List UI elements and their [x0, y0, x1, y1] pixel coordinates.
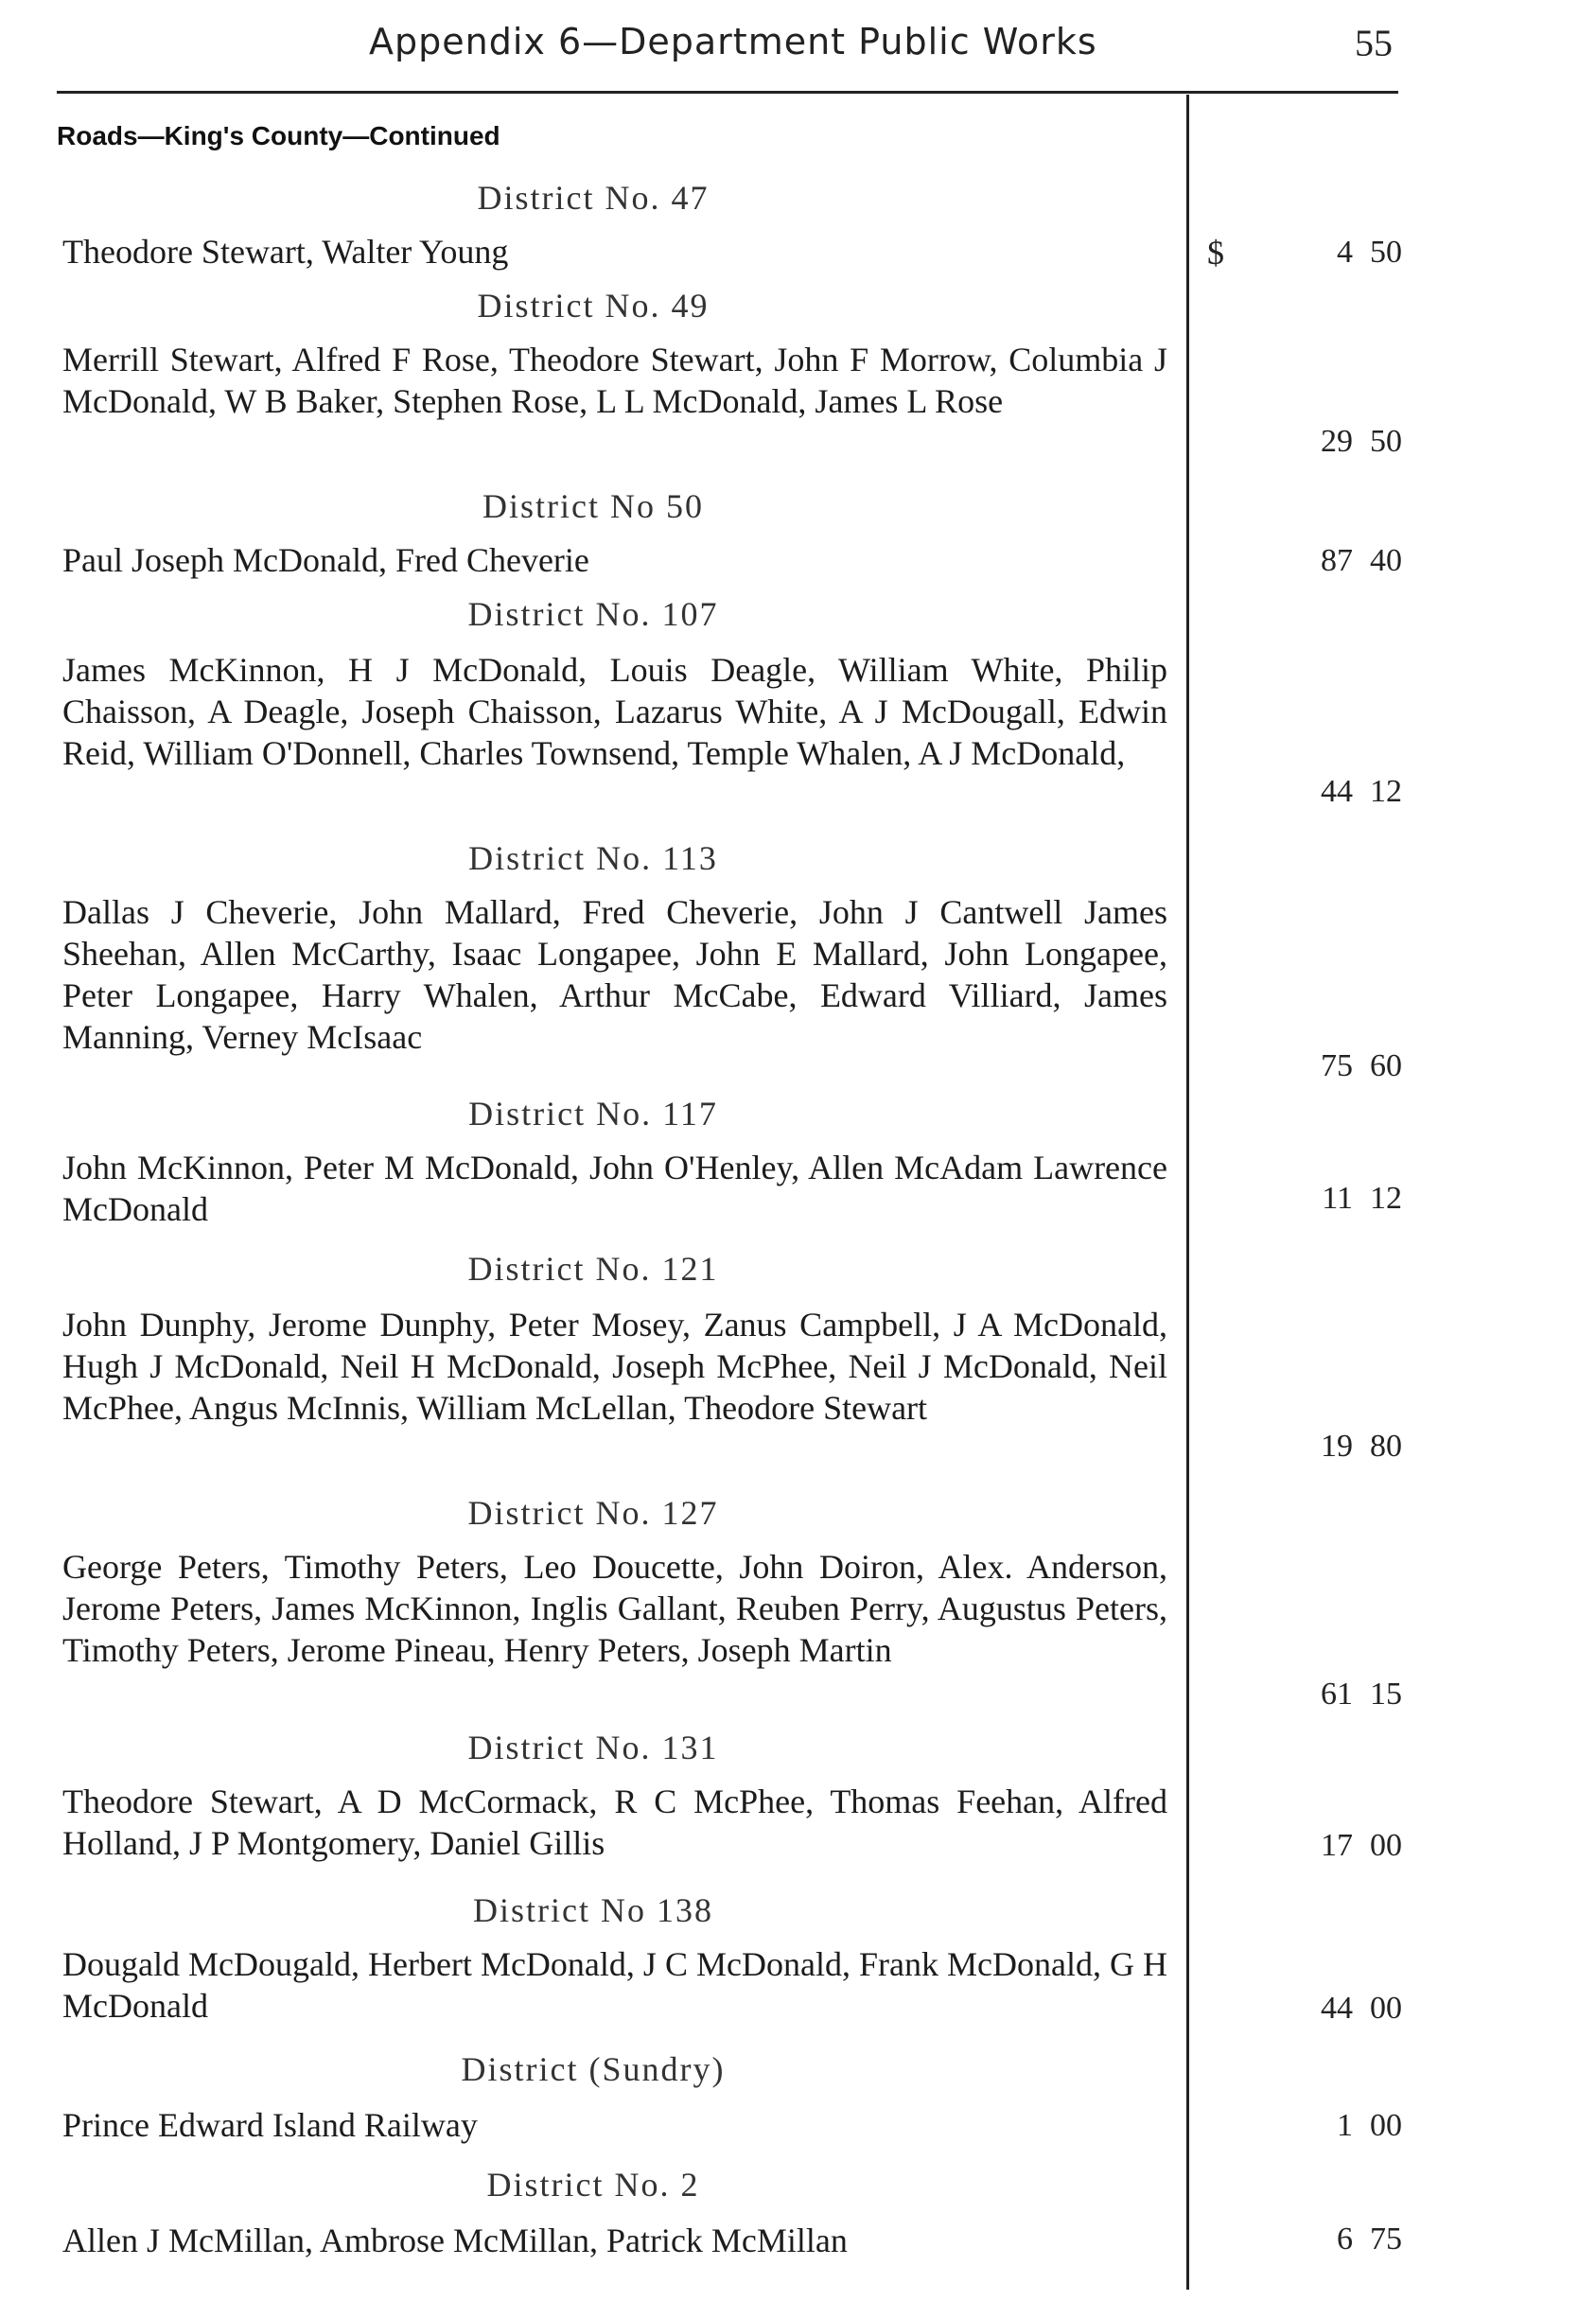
district-names: John McKinnon, Peter M McDonald, John O'Henley, Allen McAdam Lawrence McDonald [62, 1149, 1167, 1228]
amount-dollars: 19 [1321, 1429, 1353, 1464]
section-heading: Roads—King's County—Continued [57, 121, 500, 150]
district-amount [1220, 543, 1402, 579]
district-names: James McKinnon, H J McDonald, Louis Deagle, William White, Philip Chaisson, A Deagle, Joseph Chaisson, Lazarus White, A J McDougall, Edwin Reid, William O'Donnell, Charles Townsend, Temple Whalen, A J McDonald, [62, 651, 1167, 772]
amount-cents: 60 [1370, 1048, 1402, 1083]
page-number: 55 [1355, 22, 1393, 64]
district-heading: District No. 113 [468, 839, 718, 877]
district-names: Theodore Stewart, Walter Young [62, 233, 509, 271]
district-amount [1220, 2222, 1402, 2257]
amount-dollars: 29 [1321, 424, 1353, 459]
district-heading: District No. 131 [467, 1729, 719, 1766]
amount-cents: 00 [1370, 1991, 1402, 2026]
district-heading: District No 50 [482, 487, 704, 525]
district-heading: District No. 127 [467, 1494, 719, 1532]
district-amount [1220, 1048, 1402, 1084]
district-amount [1220, 1429, 1402, 1465]
amount-cents: 75 [1370, 2222, 1402, 2257]
district-names: Theodore Stewart, A D McCormack, R C McPhee, Thomas Feehan, Alfred Holland, J P Montgomery, Daniel Gillis [62, 1783, 1167, 1862]
amount-dollars: 44 [1321, 774, 1353, 809]
amount-dollars: 87 [1321, 543, 1353, 578]
amount-dollars: 17 [1321, 1828, 1353, 1863]
amount-cents: 50 [1370, 424, 1402, 459]
amount-cents: 50 [1370, 235, 1402, 270]
district-heading: District No. 47 [477, 179, 710, 217]
amount-dollars: 6 [1337, 2222, 1353, 2257]
district-names: Dougald McDougald, Herbert McDonald, J C McDonald, Frank McDonald, G H McDonald [62, 1945, 1167, 2025]
district-heading: District No. 2 [486, 2166, 700, 2204]
district-heading: District No. 117 [468, 1095, 718, 1133]
district-names: John Dunphy, Jerome Dunphy, Peter Mosey, Zanus Campbell, J A McDonald, Hugh J McDonald, Neil H McDonald, Joseph McPhee, Neil J McDonald, Neil McPhee, Angus McInnis, William McLellan, Theodore Stewart [62, 1306, 1167, 1427]
district-amount [1220, 1181, 1402, 1217]
amount-cents: 40 [1370, 543, 1402, 578]
district-amount [1220, 774, 1402, 810]
district-heading: District No 138 [473, 1891, 713, 1929]
district-names: George Peters, Timothy Peters, Leo Doucette, John Doiron, Alex. Anderson, Jerome Peters, James McKinnon, Inglis Gallant, Reuben Perry, Augustus Peters, Timothy Peters, Jerome Pineau, Henry Peters, Joseph Martin [62, 1548, 1167, 1669]
district-amount [1220, 235, 1402, 271]
district-names: Allen J McMillan, Ambrose McMillan, Patrick McMillan [62, 2222, 848, 2259]
district-heading: District No. 49 [477, 287, 710, 325]
amount-cents: 80 [1370, 1429, 1402, 1464]
amount-cents: 12 [1370, 774, 1402, 809]
district-heading: District (Sundry) [461, 2050, 726, 2088]
district-amount [1220, 1991, 1402, 2027]
amount-dollars: 44 [1321, 1991, 1353, 2026]
district-amount [1220, 1677, 1402, 1713]
dollar-sign: $ [1207, 234, 1224, 272]
district-heading: District No. 121 [467, 1250, 719, 1288]
district-names: Paul Joseph McDonald, Fred Cheverie [62, 541, 589, 579]
amount-dollars: 61 [1321, 1677, 1353, 1712]
district-heading: District No. 107 [467, 595, 719, 633]
district-names: Dallas J Cheverie, John Mallard, Fred Cheverie, John J Cantwell James Sheehan, Allen McCarthy, Isaac Longapee, John E Mallard, John Longapee, Peter Longapee, Harry Whalen, Arthur McCabe, Edward Villiard, James Manning, Verney McIsaac [62, 893, 1167, 1056]
district-amount [1220, 2108, 1402, 2144]
district-amount [1220, 424, 1402, 460]
amount-dollars: 1 [1337, 2108, 1353, 2143]
amount-cents: 00 [1370, 1828, 1402, 1863]
amount-dollars: 11 [1322, 1181, 1353, 1216]
amount-dollars: 4 [1337, 235, 1353, 270]
amount-cents: 15 [1370, 1677, 1402, 1712]
amount-cents: 12 [1370, 1181, 1402, 1216]
district-names: Merrill Stewart, Alfred F Rose, Theodore Stewart, John F Morrow, Columbia J McDonald, W B Baker, Stephen Rose, L L McDonald, James L Rose [62, 341, 1167, 420]
amount-cents: 00 [1370, 2108, 1402, 2143]
district-amount [1220, 1828, 1402, 1864]
district-names: Prince Edward Island Railway [62, 2106, 478, 2144]
running-title: Appendix 6—Department Public Works [369, 21, 1097, 62]
amount-dollars: 75 [1321, 1048, 1353, 1083]
